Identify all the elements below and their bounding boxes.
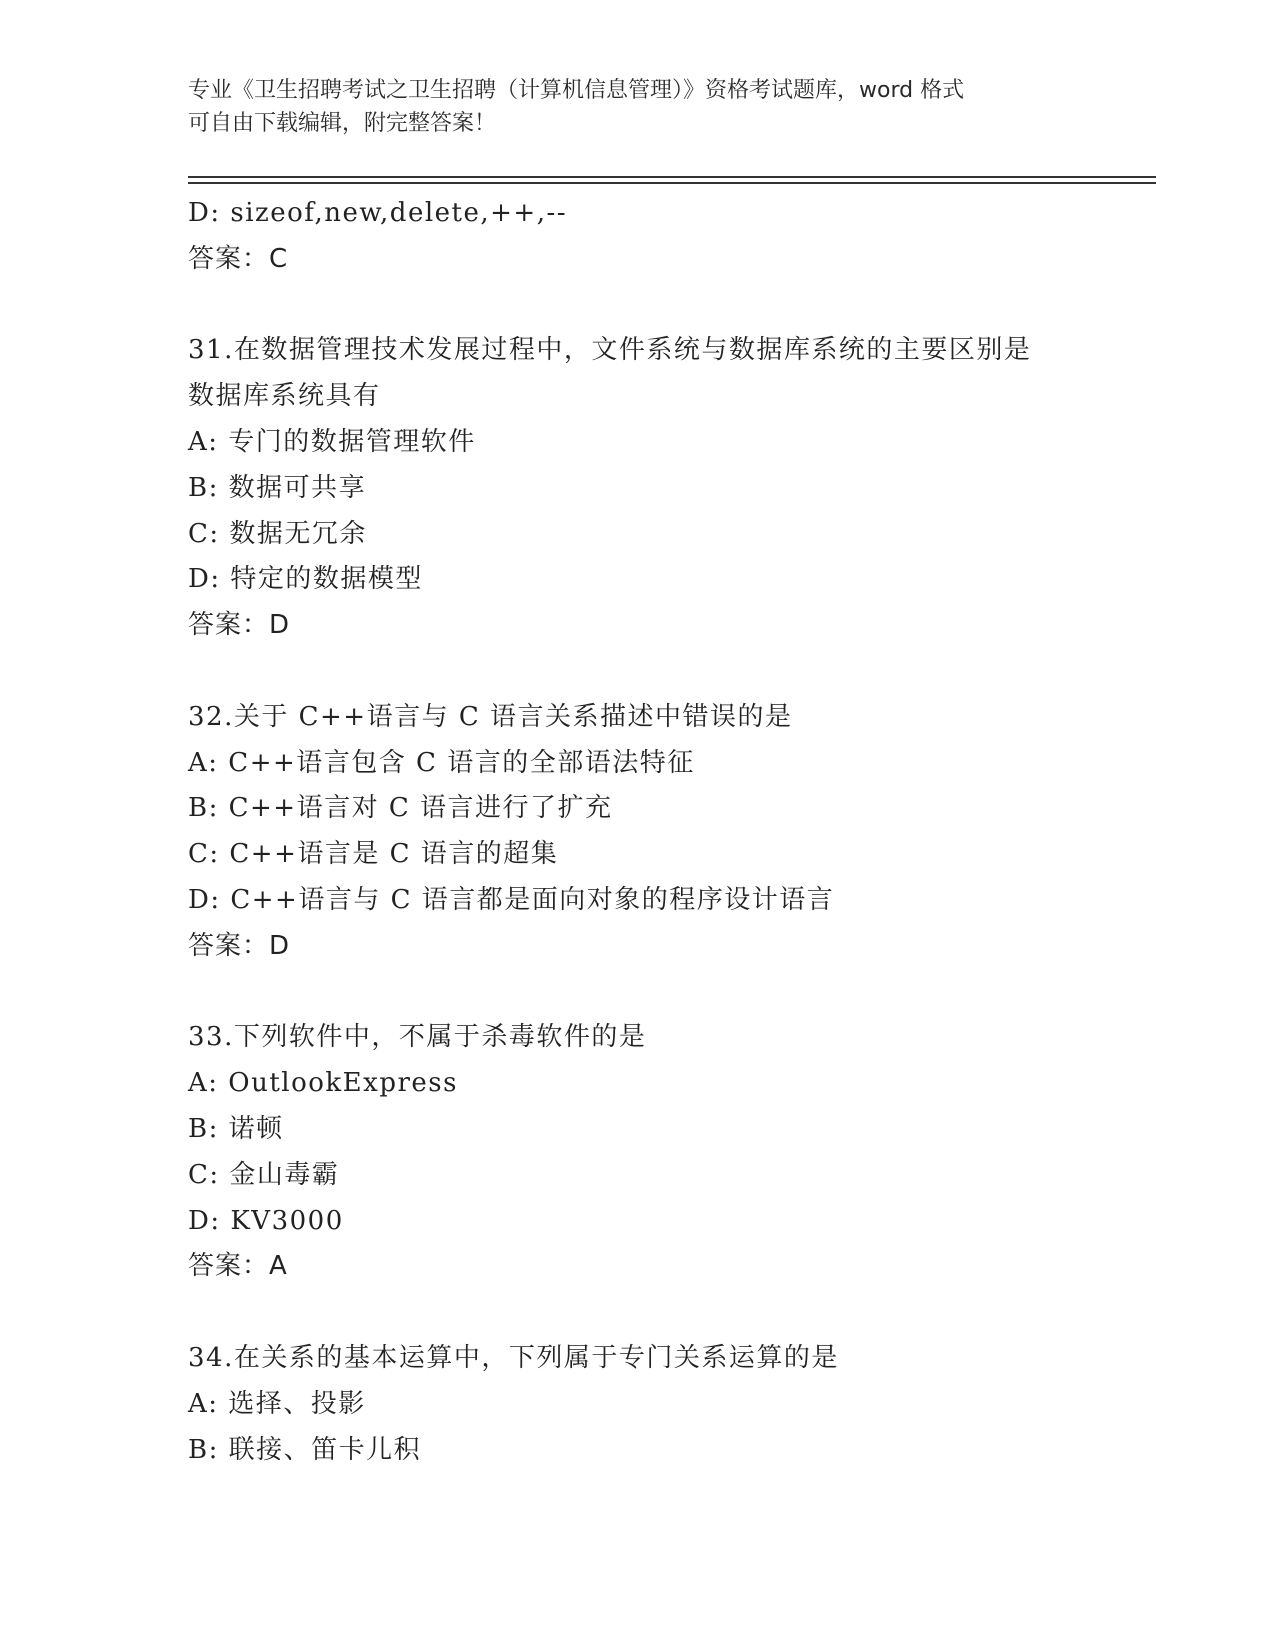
- answer-line: 答案：D: [188, 610, 291, 641]
- blank-line: [188, 283, 1148, 329]
- question-text: 34.在关系的基本运算中，下列属于专门关系运算的是: [188, 1342, 839, 1373]
- option-line: D: C++语言与 C 语言都是面向对象的程序设计语言: [188, 884, 835, 915]
- question-list: [188, 191, 1148, 1473]
- option-line: C: 金山毒霸: [188, 1159, 340, 1190]
- option-line: B: 联接、笛卡儿积: [188, 1434, 422, 1465]
- header-rule-bottom: [188, 182, 1156, 184]
- blank-line: [188, 1290, 1148, 1336]
- option-line: D: 特定的数据模型: [188, 564, 423, 595]
- header-rule-top: [188, 176, 1156, 178]
- option-line: B: 诺顿: [188, 1113, 284, 1144]
- question-text: 33.下列软件中，不属于杀毒软件的是: [188, 1022, 647, 1053]
- header-line-1: 专业《卫生招聘考试之卫生招聘（计算机信息管理）》资格考试题库，word 格式: [188, 78, 965, 103]
- answer-line: 答案：C: [188, 243, 289, 274]
- option-line: B: 数据可共享: [188, 472, 367, 503]
- answer-line: 答案：A: [188, 1251, 288, 1282]
- question-text: 32.关于 C++语言与 C 语言关系描述中错误的是: [188, 701, 793, 732]
- option-line: D: sizeof,new,delete,++,--: [188, 198, 568, 228]
- blank-line: [188, 970, 1148, 1016]
- option-line: A: 选择、投影: [188, 1388, 366, 1419]
- option-line: B: C++语言对 C 语言进行了扩充: [188, 793, 613, 824]
- blank-line: [188, 649, 1148, 695]
- document-header: [188, 74, 1108, 140]
- option-line: C: 数据无冗余: [188, 518, 367, 549]
- option-line: D: KV3000: [188, 1205, 344, 1236]
- header-line-2: 可自由下载编辑，附完整答案！: [188, 111, 497, 136]
- option-line: A: C++语言包含 C 语言的全部语法特征: [188, 747, 695, 778]
- option-line: C: C++语言是 C 语言的超集: [188, 839, 559, 870]
- option-line: A: 专门的数据管理软件: [188, 426, 476, 457]
- answer-line: 答案：D: [188, 930, 291, 961]
- question-text: 数据库系统具有: [188, 381, 381, 412]
- question-text: 31.在数据管理技术发展过程中，文件系统与数据库系统的主要区别是: [188, 335, 1032, 366]
- option-line: A: OutlookExpress: [188, 1068, 458, 1099]
